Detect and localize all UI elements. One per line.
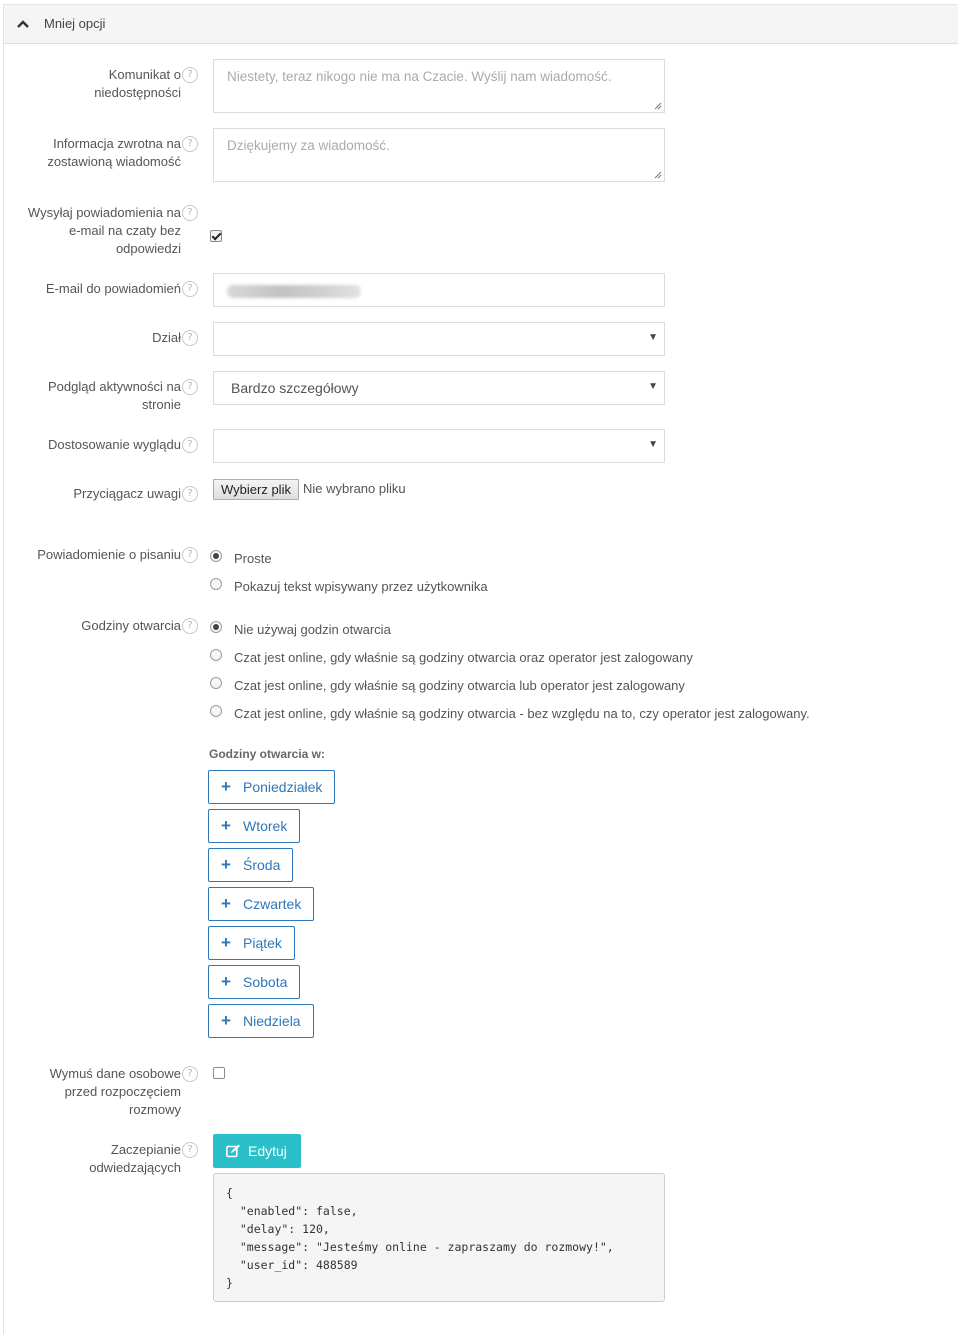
help-icon[interactable]: ?	[182, 67, 198, 83]
appearance-label: Dostosowanie wyglądu	[48, 437, 181, 452]
require-personal-data-label: Wymuś dane osobowe przed rozpoczęciem rozmowy	[49, 1066, 181, 1117]
typing-option-radio[interactable]	[210, 550, 222, 562]
notification-email-input[interactable]	[213, 273, 665, 307]
plus-icon: +	[221, 894, 231, 913]
help-icon[interactable]: ?	[182, 547, 198, 563]
help-icon[interactable]: ?	[182, 205, 198, 221]
help-icon[interactable]: ?	[182, 136, 198, 152]
resize-grip-icon[interactable]	[654, 171, 662, 179]
email-notifications-checkbox[interactable]	[210, 230, 222, 242]
hours-option-radio[interactable]	[210, 649, 222, 661]
edit-icon	[226, 1144, 241, 1158]
appearance-select[interactable]	[213, 429, 665, 463]
help-icon[interactable]: ?	[182, 1142, 198, 1158]
hours-option-label[interactable]: Czat jest online, gdy właśnie są godziny otwarcia - bez względu na to, czy operator jest zalogowany.	[234, 706, 810, 721]
dropdown-arrow-icon: ▼	[648, 381, 658, 392]
activity-preview-label: Podgląd aktywności na stronie	[48, 379, 181, 412]
opening-hours-days-title: Godziny otwarcia w:	[209, 747, 326, 761]
add-saturday-button[interactable]: + Sobota	[208, 965, 300, 999]
hours-option-label[interactable]: Nie używaj godzin otwarcia	[234, 622, 391, 637]
resize-grip-icon[interactable]	[654, 102, 662, 110]
chevron-up-icon	[15, 16, 31, 32]
unavailable-message-label: Komunikat o niedostępności	[94, 67, 181, 100]
plus-icon: +	[221, 816, 231, 835]
less-options-label: Mniej opcji	[44, 16, 106, 31]
hours-option-radio[interactable]	[210, 677, 222, 689]
plus-icon: +	[221, 855, 231, 874]
help-icon[interactable]: ?	[182, 379, 198, 395]
help-icon[interactable]: ?	[182, 437, 198, 453]
plus-icon: +	[221, 933, 231, 952]
file-status-text: Nie wybrano pliku	[303, 481, 406, 496]
add-thursday-button[interactable]: + Czwartek	[208, 887, 314, 921]
attention-grabber-label: Przyciągacz uwagi	[73, 486, 181, 501]
notification-email-label: E-mail do powiadomień	[45, 281, 181, 296]
feedback-message-label: Informacja zwrotna na zostawioną wiadomość	[47, 136, 181, 169]
unavailable-message-textarea[interactable]: Niestety, teraz nikogo nie ma na Czacie. Wyślij nam wiadomość.	[213, 59, 665, 113]
activity-preview-select[interactable]: Bardzo szczegółowy ▼	[213, 371, 665, 405]
less-options-toggle[interactable]	[4, 5, 958, 44]
dropdown-arrow-icon: ▼	[648, 439, 658, 450]
department-label: Dział	[152, 330, 181, 345]
plus-icon: +	[221, 777, 231, 796]
hours-option-label[interactable]: Czat jest online, gdy właśnie są godziny otwarcia lub operator jest zalogowany	[234, 678, 685, 693]
feedback-message-textarea[interactable]: Dziękujemy za wiadomość.	[213, 128, 665, 182]
help-icon[interactable]: ?	[182, 618, 198, 634]
add-friday-button[interactable]: + Piątek	[208, 926, 295, 960]
dropdown-arrow-icon: ▼	[648, 332, 658, 343]
require-personal-data-checkbox[interactable]	[213, 1067, 225, 1079]
help-icon[interactable]: ?	[182, 486, 198, 502]
edit-engagement-button[interactable]: Edytuj	[213, 1134, 301, 1168]
add-wednesday-button[interactable]: + Środa	[208, 848, 293, 882]
typing-option-radio[interactable]	[210, 578, 222, 590]
hours-option-radio[interactable]	[210, 705, 222, 717]
redacted-email	[227, 285, 361, 298]
plus-icon: +	[221, 972, 231, 991]
typing-option-label[interactable]: Pokazuj tekst wpisywany przez użytkownika	[234, 579, 488, 594]
add-sunday-button[interactable]: + Niedziela	[208, 1004, 314, 1038]
help-icon[interactable]: ?	[182, 281, 198, 297]
visitor-engagement-label: Zaczepianie odwiedzających	[89, 1142, 181, 1175]
plus-icon: +	[221, 1011, 231, 1030]
email-notifications-label: Wysyłaj powiadomienia na e-mail na czaty bez odpowiedzi	[27, 205, 181, 256]
opening-hours-label: Godziny otwarcia	[81, 618, 181, 633]
engagement-json-preview: { "enabled": false, "delay": 120, "message": "Jesteśmy online - zapraszamy do rozmowy!", "user_id": 488589 }	[213, 1173, 665, 1302]
hours-option-radio[interactable]	[210, 621, 222, 633]
choose-file-button[interactable]: Wybierz plik	[213, 479, 299, 500]
hours-option-label[interactable]: Czat jest online, gdy właśnie są godziny otwarcia oraz operator jest zalogowany	[234, 650, 693, 665]
add-tuesday-button[interactable]: + Wtorek	[208, 809, 300, 843]
typing-option-label[interactable]: Proste	[234, 551, 272, 566]
help-icon[interactable]: ?	[182, 330, 198, 346]
add-monday-button[interactable]: + Poniedziałek	[208, 770, 335, 804]
help-icon[interactable]: ?	[182, 1066, 198, 1082]
department-select[interactable]	[213, 322, 665, 356]
typing-notification-label: Powiadomienie o pisaniu	[37, 547, 181, 562]
